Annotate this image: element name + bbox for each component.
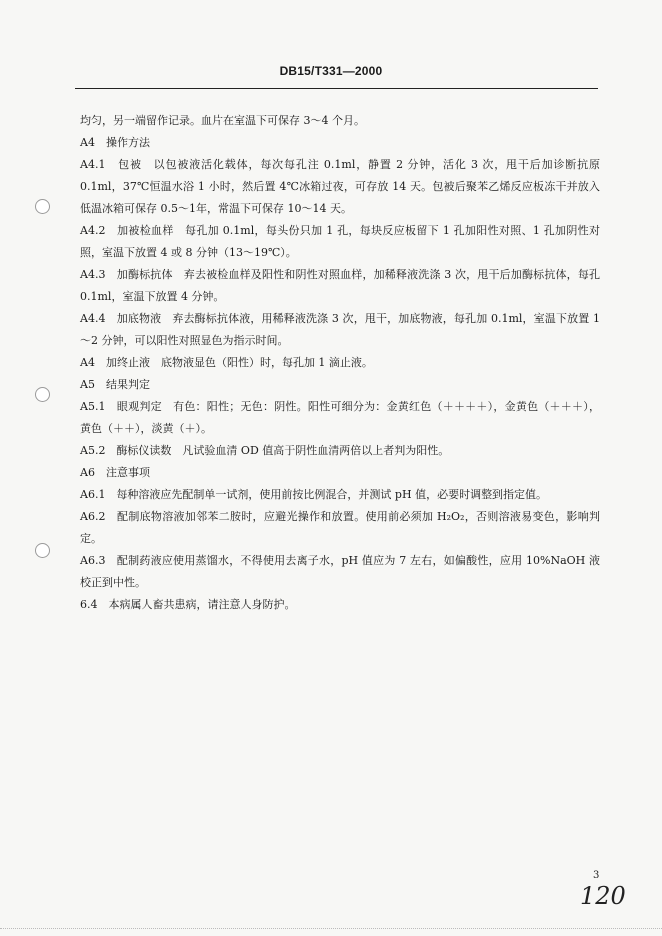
punch-hole: [35, 387, 50, 402]
paragraph: A4.3 加酶标抗体 弃去被检血样及阳性和阴性对照血样，加稀释液洗涤 3 次，甩干后加酶标抗体，每孔 0.1ml，室温下放置 4 分钟。: [80, 268, 600, 303]
paragraph: 6.4 本病属人畜共患病，请注意人身防护。: [80, 598, 296, 611]
section-heading: A4 操作方法: [80, 136, 150, 149]
paragraph: A4 加终止液 底物液显色（阳性）时，每孔加 1 滴止液。: [80, 356, 373, 369]
scan-edge: [0, 928, 662, 932]
section-heading: A6 注意事项: [80, 466, 150, 479]
paragraph: A4.4 加底物液 弃去酶标抗体液，用稀释液洗涤 3 次，甩干，加底物液，每孔加 0.1ml，室温下放置 1～2 分钟，可以阳性对照显色为指示时间。: [80, 312, 600, 347]
paragraph: A6.1 每种溶液应先配制单一试剂，使用前按比例混合，并测试 pH 值，必要时调整到指定值。: [80, 488, 548, 501]
handwritten-number: 120: [580, 882, 626, 910]
paragraph: A6.2 配制底物溶液加邻苯二胺时，应避光操作和放置。使用前必须加 H₂O₂，否则溶液易变色，影响判定。: [80, 510, 600, 545]
punch-hole: [35, 543, 50, 558]
paragraph: A4.1 包被 以包被液活化载体，每次每孔注 0.1ml，静置 2 分钟，活化 3 次，甩干后加诊断抗原 0.1ml，37℃恒温水浴 1 小时，然后置 4℃冰箱过夜，可存放 14 天。包被后聚苯乙烯反应板冻干并放入低温冰箱可保存 0.5～1年，常温下可保存 10～14 天。: [80, 158, 600, 215]
body-text: [80, 110, 600, 616]
paragraph: A6.3 配制药液应使用蒸馏水，不得使用去离子水，pH 值应为 7 左右，如偏酸性，应用 10%NaOH 液校正到中性。: [80, 554, 600, 589]
paragraph: 均匀，另一端留作记录。血片在室温下可保存 3～4 个月。: [80, 114, 365, 127]
section-heading: A5 结果判定: [80, 378, 150, 391]
paragraph: A4.2 加被检血样 每孔加 0.1ml，每头份只加 1 孔，每块反应板留下 1 孔加阳性对照、1 孔加阴性对照，室温下放置 4 或 8 分钟（13～19℃）。: [80, 224, 600, 259]
punch-hole: [35, 199, 50, 214]
paragraph: A5.1 眼观判定 有色：阳性；无色：阴性。阳性可细分为：金黄红色（＋＋＋＋），金黄色（＋＋＋），黄色（＋＋），淡黄（＋）。: [80, 400, 600, 435]
paragraph: A5.2 酶标仪读数 凡试验血清 OD 值高于阴性血清两倍以上者判为阳性。: [80, 444, 450, 457]
header-code: DB15/T331—2000: [279, 64, 383, 78]
header-rule: [75, 88, 598, 89]
page-number: 3: [593, 870, 600, 881]
